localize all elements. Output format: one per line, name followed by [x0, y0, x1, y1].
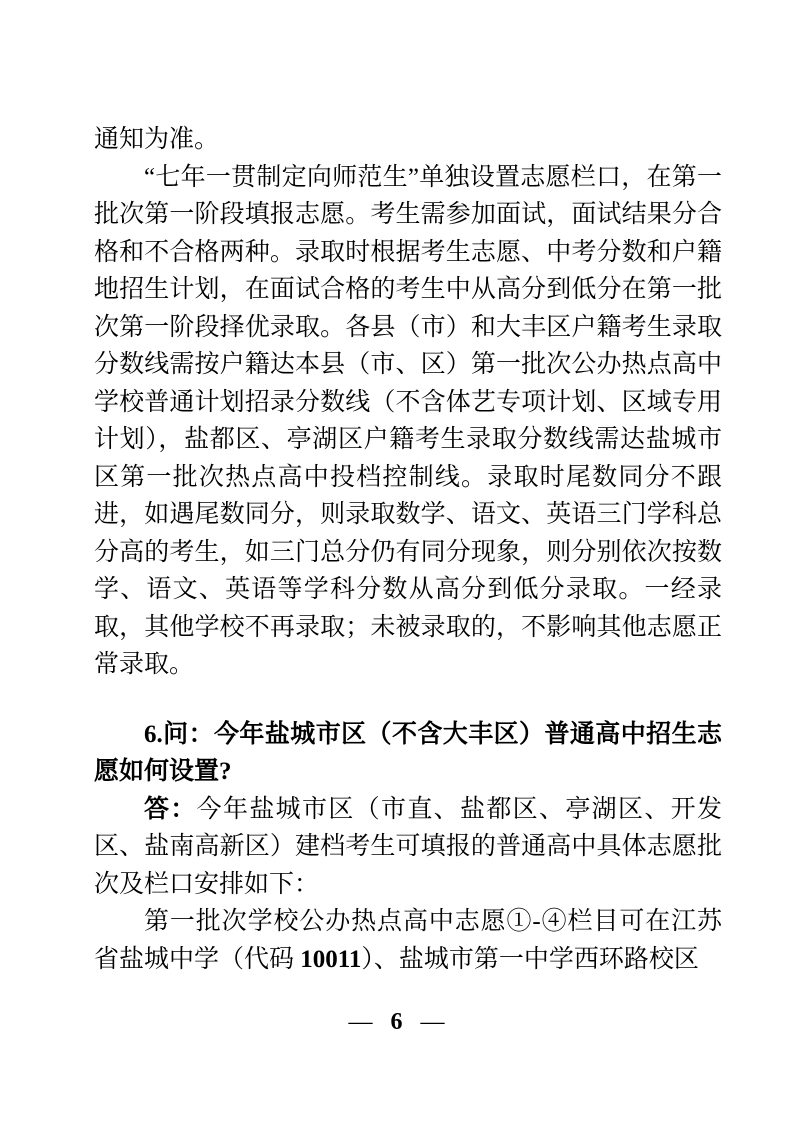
question-6-heading: 6.问：今年盐城市区（不含大丰区）普通高中招生志愿如何设置? — [94, 720, 722, 785]
footer-right-dash: — — [420, 1009, 445, 1035]
first-batch-text-after-code: ）、盐城市第一中学西环路校区 — [361, 945, 699, 973]
paragraph-continuation: 通知为准。 — [94, 126, 220, 153]
first-batch-text-before-code: 第一批次学校公办热点高中志愿①-④栏目可在江苏省盐城中学（代码 — [94, 908, 722, 973]
document-body — [94, 121, 722, 978]
page-footer — [0, 1006, 793, 1038]
paragraph-first-batch — [94, 903, 722, 978]
page-number: 6 — [390, 1009, 403, 1035]
school-code-number: 10011 — [300, 945, 362, 973]
answer-prefix-label: 答： — [144, 795, 197, 823]
footer-left-dash: — — [348, 1009, 373, 1035]
answer-6-body: 今年盐城市区（市直、盐都区、亭湖区、开发区、盐南高新区）建档考生可填报的普通高中具体志愿批次及栏口安排如下： — [94, 795, 722, 898]
paragraph-teacher-program: “七年一贯制定向师范生”单独设置志愿栏口，在第一批次第一阶段填报志愿。考生需参加面试，面试结果分合格和不合格两种。录取时根据考生志愿、中考分数和户籍地招生计划，在面试合格的考生中从高分到低分在第一批次第一阶段择优录取。各县（市）和大丰区户籍考生录取分数线需按户籍达本县（市、区）第一批次公办热点高中学校普通计划招录分数线（不含体艺专项计划、区域专用计划），盐都区、亭湖区户籍考生录取分数线需达盐城市区第一批次热点高中投档控制线。录取时尾数同分不跟进，如遇尾数同分，则录取数学、语文、英语三门学科总分高的考生，如三门总分仍有同分现象，则分别依次按数学、语文、英语等学科分数从高分到低分录取。一经录取，其他学校不再录取；未被录取的，不影响其他志愿正常录取。 — [94, 163, 722, 678]
answer-6-paragraph — [94, 791, 722, 904]
